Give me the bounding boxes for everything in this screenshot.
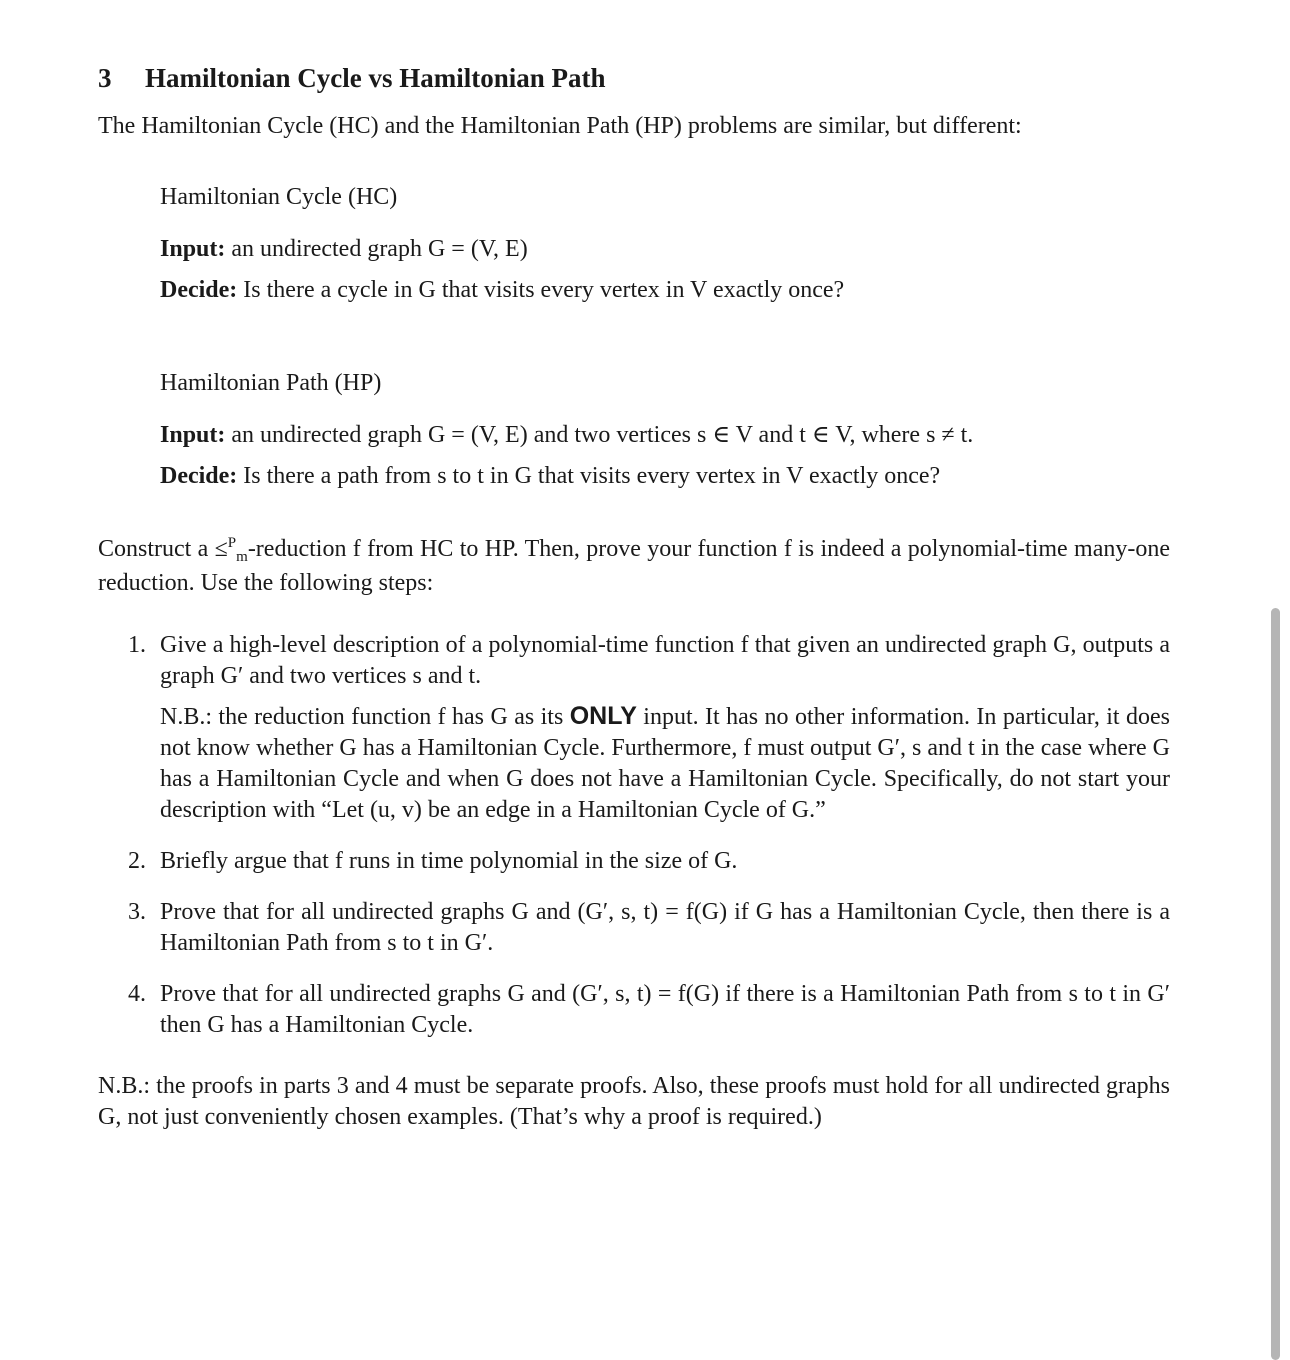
section-number: 3 bbox=[98, 63, 112, 93]
problem-hc-name: Hamiltonian Cycle (HC) bbox=[160, 184, 398, 210]
step-3 bbox=[98, 897, 1170, 959]
task-paragraph bbox=[98, 534, 1170, 599]
step-marker: 4. bbox=[128, 981, 146, 1007]
step-1 bbox=[98, 630, 1170, 826]
step-marker: 3. bbox=[128, 899, 146, 925]
reduction-subscript: m bbox=[236, 549, 248, 565]
problem-hc-decide bbox=[160, 275, 1170, 306]
input-text: an undirected graph G = (V, E) and two vertices s ∈ V and t ∈ V, where s ≠ t. bbox=[231, 422, 974, 448]
step-4 bbox=[98, 979, 1170, 1041]
decide-text: Is there a cycle in G that visits every vertex in V exactly once? bbox=[243, 277, 845, 303]
note-before: N.B.: the reduction function f has G as its bbox=[160, 704, 564, 730]
steps-list bbox=[98, 630, 1170, 1041]
problem-hp-input bbox=[160, 420, 1170, 451]
task-prefix: Construct a ≤ bbox=[98, 536, 228, 562]
intro-paragraph: The Hamiltonian Cycle (HC) and the Hamiltonian Path (HP) problems are similar, but different: bbox=[98, 113, 1022, 139]
footer-note: N.B.: the proofs in parts 3 and 4 must be separate proofs. Also, these proofs must hold for all undirected graphs G, not just conveniently chosen examples. (That’s why a proof is required.) bbox=[98, 1073, 1170, 1130]
step-1-note bbox=[160, 701, 1170, 826]
problem-hp-name: Hamiltonian Path (HP) bbox=[160, 370, 382, 396]
problem-hc bbox=[160, 182, 1170, 306]
decide-text: Is there a path from s to t in G that visits every vertex in V exactly once? bbox=[243, 463, 941, 489]
step-2 bbox=[98, 846, 1170, 877]
step-text: Prove that for all undirected graphs G and (G′, s, t) = f(G) if G has a Hamiltonian Cycle, then there is a Hamiltonian Path from s to t in G′. bbox=[160, 899, 1170, 956]
problem-hp bbox=[160, 368, 1170, 492]
vertical-scrollbar[interactable] bbox=[1271, 608, 1280, 1360]
step-marker: 1. bbox=[128, 632, 146, 658]
section-title: Hamiltonian Cycle vs Hamiltonian Path bbox=[145, 63, 606, 93]
step-marker: 2. bbox=[128, 848, 146, 874]
task-rest: -reduction f from HC to HP. Then, prove your function f is indeed a polynomial-time many-one reduction. Use the following steps: bbox=[98, 536, 1170, 596]
decide-label: Decide: bbox=[160, 463, 238, 489]
document-page bbox=[98, 60, 1170, 1157]
step-text: Briefly argue that f runs in time polynomial in the size of G. bbox=[160, 848, 738, 874]
input-text: an undirected graph G = (V, E) bbox=[231, 236, 528, 262]
decide-label: Decide: bbox=[160, 277, 238, 303]
problem-hp-decide bbox=[160, 461, 1170, 492]
reduction-superscript: P bbox=[227, 535, 237, 551]
note-emphasis: ONLY bbox=[569, 702, 637, 730]
input-label: Input: bbox=[160, 236, 226, 262]
note-after: input. It has no other information. In particular, it does not know whether G has a Hamiltonian Cycle. Furthermore, f must output G′, s and t in the case where G has a Hamiltonian Cycle and when G does not have a Hamiltonian Cycle. Specifically, do not start your description with “Let (u, v) be an edge in a Hamiltonian Cycle of G.” bbox=[160, 704, 1170, 823]
problem-hc-input bbox=[160, 234, 1170, 265]
step-text: Prove that for all undirected graphs G and (G′, s, t) = f(G) if there is a Hamiltonian Path from s to t in G′ then G has a Hamiltonian Cycle. bbox=[160, 981, 1170, 1038]
step-text: Give a high-level description of a polynomial-time function f that given an undirected graph G, outputs a graph G′ and two vertices s and t. bbox=[160, 632, 1170, 689]
input-label: Input: bbox=[160, 422, 226, 448]
section-heading bbox=[98, 60, 1170, 96]
